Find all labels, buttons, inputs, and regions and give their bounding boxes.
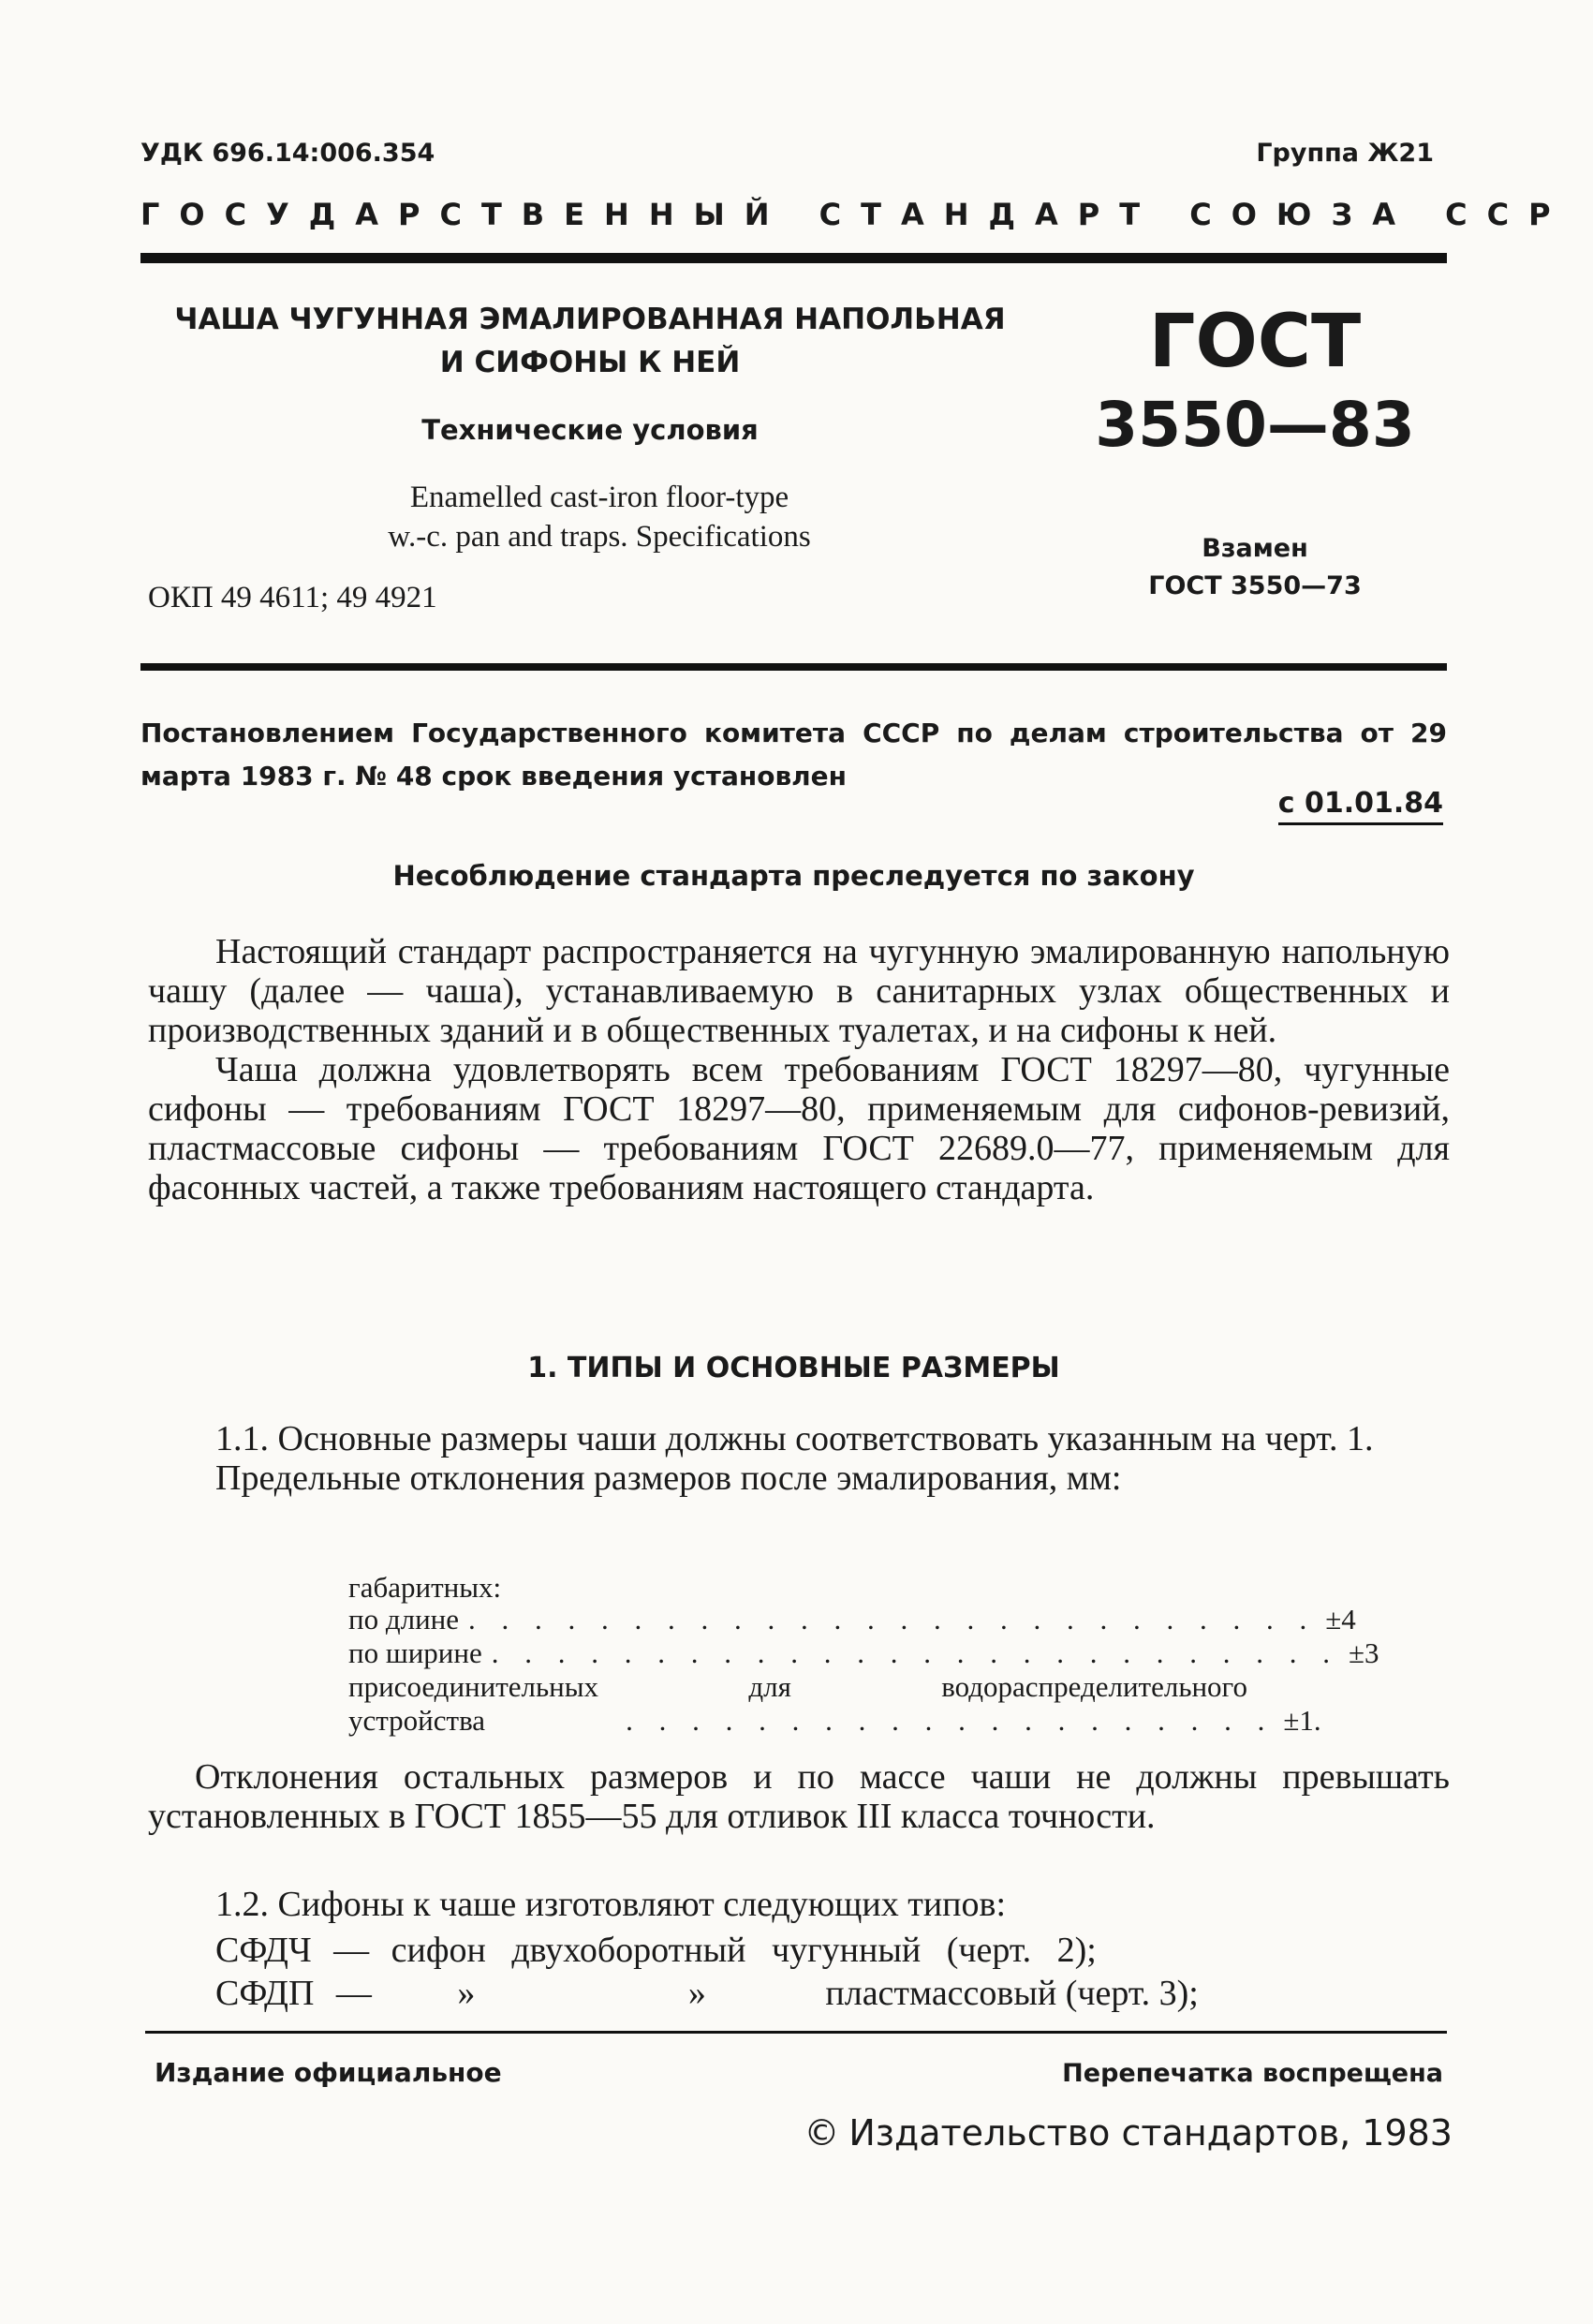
- udk-code: УДК 696.14:006.354: [140, 139, 435, 168]
- footer-rule: [145, 2031, 1447, 2034]
- tolerance-length-value: ±4: [1325, 1603, 1356, 1636]
- edition-note: Издание официальное: [155, 2057, 502, 2088]
- tolerance-device-label: устройства: [348, 1704, 486, 1737]
- intro-paragraph-2: Чаша должна удовлетворять всем требованиям ГОСТ 18297—80, чугунные сифоны — требованиям ГОСТ 18297—80, применяемым для сифонов-ревизий, пластмассовые сифоны — требованиям ГОСТ 22689.0—77, применяемым для фасонных частей, а также требованиям настоящего стандарта.: [148, 1050, 1450, 1207]
- publisher-name: Издательство стандартов, 1983: [848, 2112, 1453, 2154]
- tolerance-row-length: [348, 1603, 1356, 1636]
- effective-date: с 01.01.84: [1278, 787, 1443, 825]
- replaces-value: ГОСТ 3550—73: [1148, 571, 1362, 600]
- siphon-types-intro: [148, 1885, 1450, 1924]
- replaces-note: [1058, 530, 1452, 605]
- tolerance-heading: габаритных:: [348, 1571, 502, 1604]
- gost-label: ГОСТ: [1148, 300, 1362, 384]
- ditto-mark: »: [457, 1974, 476, 2013]
- header-thick-rule: [140, 253, 1447, 263]
- publisher-line: [804, 2112, 1453, 2154]
- leader-dots: . . . . . . . . . . . . . . . . . . . .: [626, 1704, 1275, 1737]
- tolerance-width-value: ±3: [1349, 1636, 1379, 1669]
- decree-text: Постановлением Государственного комитета СССР по делам строительства от 29 марта 1983 г. № 48 срок введения установлен: [140, 718, 1447, 792]
- ditto-mark: »: [687, 1974, 706, 2013]
- english-title: [197, 478, 1002, 556]
- paragraph-limits: Предельные отклонения размеров после эмалирования, мм:: [215, 1458, 1122, 1498]
- type-description: сифон двухоборотный чугунный (черт. 2);: [391, 1931, 1097, 1970]
- leader-dots: . . . . . . . . . . . . . . . . . . . . . . . . . .: [468, 1603, 1317, 1636]
- siphon-type-sfdch: [215, 1930, 1097, 1971]
- document-title-line2: И СИФОНЫ К НЕЙ: [439, 346, 741, 379]
- paragraph-1-2: 1.2. Сифоны к чаше изготовляют следующих типов:: [215, 1885, 1006, 1924]
- section-1-body: [148, 1419, 1450, 1498]
- tolerance-row-connection: [348, 1671, 1276, 1703]
- connection-word-1: присоединительных: [348, 1670, 599, 1703]
- technical-conditions: Технические условия: [421, 414, 759, 446]
- tolerance-device-value: ±1.: [1283, 1704, 1321, 1737]
- intro-section: [148, 932, 1450, 1207]
- tolerance-width-label: по ширине: [348, 1636, 482, 1669]
- reprint-note: Перепечатка воспрещена: [1062, 2059, 1443, 2088]
- tolerance-row-device: [348, 1704, 1321, 1737]
- law-notice: Несоблюдение стандарта преследуется по закону: [392, 860, 1195, 892]
- document-title-line1: ЧАША ЧУГУННАЯ ЭМАЛИРОВАННАЯ НАПОЛЬНАЯ: [174, 303, 1006, 336]
- type-code: СФДЧ: [215, 1931, 312, 1970]
- connection-word-2: для: [748, 1670, 791, 1703]
- copyright-icon: ©: [804, 2112, 840, 2154]
- type-dash: —: [335, 1974, 372, 2013]
- title-divider-rule: [140, 663, 1447, 671]
- english-title-line1: Enamelled cast-iron floor-type: [409, 481, 789, 514]
- type-dash: —: [333, 1931, 370, 1970]
- leader-dots: . . . . . . . . . . . . . . . . . . . . . . . . . .: [491, 1636, 1339, 1669]
- paragraph-1-1: 1.1. Основные размеры чаши должны соответствовать указанным на черт. 1.: [215, 1419, 1374, 1458]
- gost-number: 3550—83: [1095, 389, 1415, 461]
- english-title-line2: w.-c. pan and traps. Specifications: [388, 520, 811, 554]
- document-title: [140, 298, 1040, 384]
- other-deviations-section: [148, 1757, 1450, 1836]
- tolerance-length-label: по длине: [348, 1603, 460, 1636]
- siphon-type-sfdp: [215, 1973, 1199, 2014]
- state-standard-heading: ГОСУДАРСТВЕННЫЙ СТАНДАРТ СОЮЗА ССР: [140, 197, 1571, 232]
- tolerance-row-width: [348, 1636, 1379, 1669]
- section-1-heading: 1. ТИПЫ И ОСНОВНЫЕ РАЗМЕРЫ: [527, 1352, 1060, 1384]
- type-code: СФДП: [215, 1974, 315, 2013]
- group-code: Группа Ж21: [1256, 139, 1434, 168]
- replaces-label: Взамен: [1202, 534, 1308, 563]
- okp-code: ОКП 49 4611; 49 4921: [148, 581, 437, 614]
- connection-word-3: водораспределительного: [941, 1670, 1247, 1703]
- intro-paragraph-1: Настоящий стандарт распространяется на чугунную эмалированную напольную чашу (далее — чаша), устанавливаемую в санитарных узлах общественных и производственных зданий и в общественных туалетах, и на сифоны к ней.: [148, 932, 1450, 1050]
- paragraph-other-deviations: Отклонения остальных размеров и по массе чаши не должны превышать установленных в ГОСТ 1855—55 для отливок III класса точности.: [148, 1757, 1450, 1836]
- type-description: пластмассовый (черт. 3);: [825, 1974, 1199, 2013]
